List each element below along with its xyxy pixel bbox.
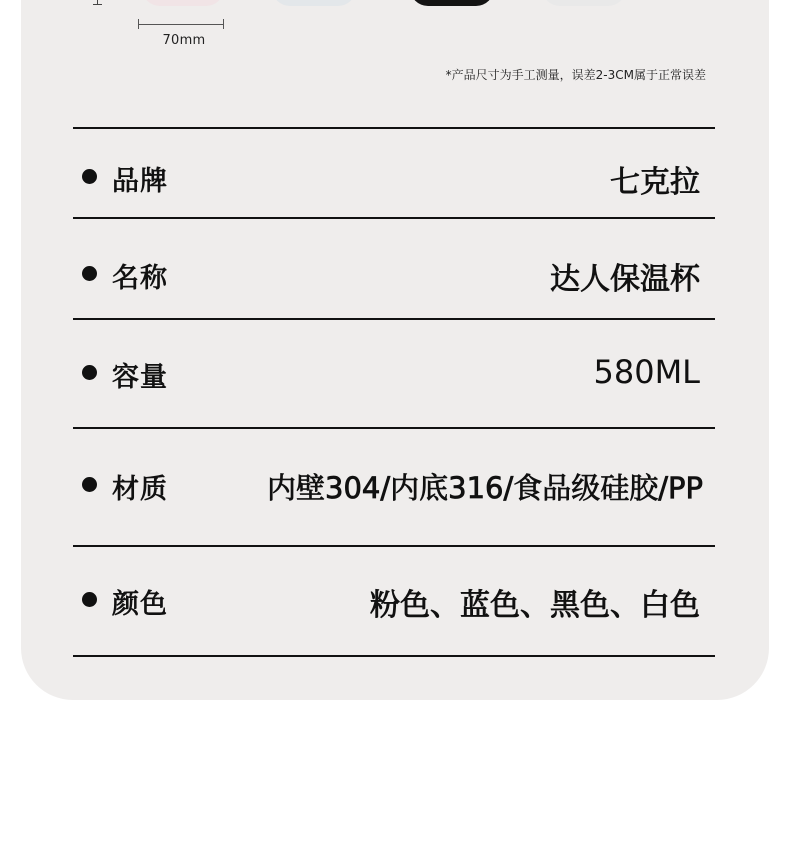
width-dimension-line — [138, 24, 224, 25]
measurement-note: *产品尺寸为手工测量，误差2-3CM属于正常误差 — [445, 68, 706, 82]
bullet-dot — [82, 266, 97, 281]
spec-row-capacity — [73, 320, 715, 427]
width-dimension-cap-right — [223, 19, 224, 29]
spec-label: 颜色 — [112, 589, 168, 620]
black-cup-image — [410, 0, 494, 6]
bullet-dot — [82, 365, 97, 380]
width-dimension-label: 70mm — [162, 33, 206, 48]
bullet-dot — [82, 477, 97, 492]
spec-value: 达人保温杯 — [550, 262, 700, 297]
bullet-dot — [82, 169, 97, 184]
bullet-dot — [82, 592, 97, 607]
spec-row-color — [73, 547, 715, 655]
height-dimension-cap — [93, 4, 102, 5]
spec-label: 容量 — [112, 362, 168, 393]
spec-row-name — [73, 219, 715, 318]
spec-value: 580ML — [593, 353, 700, 391]
spec-row-brand — [73, 129, 715, 217]
blue-cup-image — [272, 0, 356, 6]
spec-label: 品牌 — [112, 166, 168, 197]
spec-label: 材质 — [112, 474, 168, 505]
spec-value: 内壁304/内底316/食品级硅胶/PP — [267, 471, 703, 505]
white-cup-image — [542, 0, 626, 6]
spec-value: 七克拉 — [610, 165, 700, 200]
divider — [73, 655, 715, 657]
spec-value: 粉色、蓝色、黑色、白色 — [370, 588, 700, 623]
spec-label: 名称 — [112, 263, 168, 294]
spec-row-material — [73, 429, 715, 545]
